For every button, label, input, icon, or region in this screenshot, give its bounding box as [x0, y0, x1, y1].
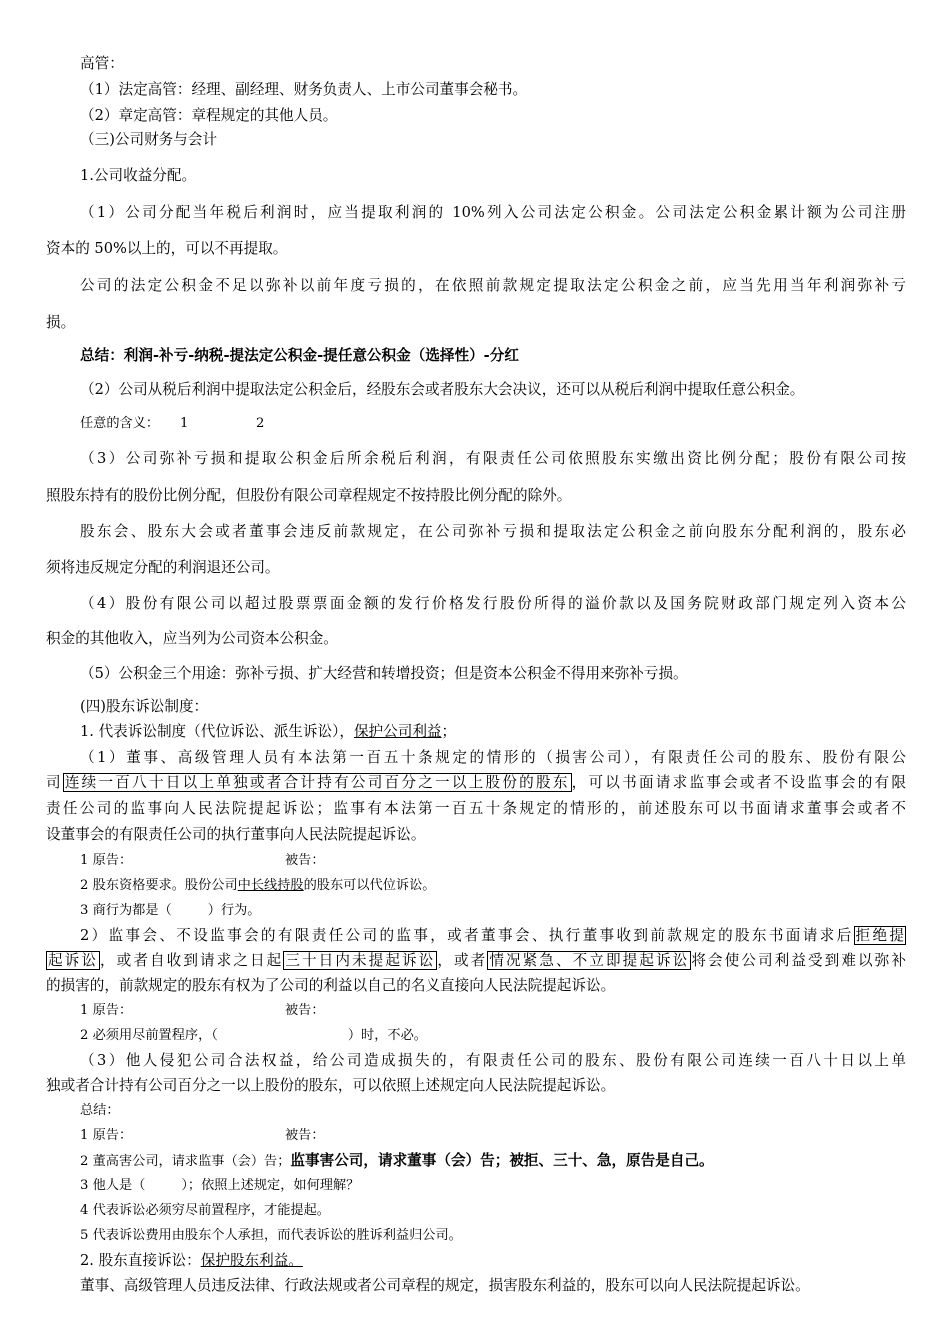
paragraph-line: 设董事会的有限责任公司的执行董事向人民法院提起诉讼。 — [46, 826, 426, 843]
paragraph-text: ）行为。 — [207, 903, 261, 918]
boxed-term: 拒绝提 — [855, 927, 904, 944]
paragraph-text: 2 必须用尽前置程序，（ — [80, 1028, 218, 1043]
summary-heading: 总结： — [80, 1103, 120, 1118]
subsection-title-profit-distribution: 1.公司收益分配。 — [80, 167, 197, 184]
paragraph-line: 资本的 50%以上的，可以不再提取。 — [46, 240, 288, 257]
paragraph-text: 2 股东资格要求。股份公司 — [80, 878, 238, 893]
boxed-term: 三十日内未提起诉讼 — [285, 952, 436, 969]
paragraph-line: （4）股份有限公司以超过股票票面金额的发行价格发行股份所得的溢价款以及国务院财政部门规定列入资本公 — [80, 595, 906, 612]
paragraph-line: （2）公司从税后利润中提取法定公积金后，经股东会或者股东大会决议，还可以从税后利润中提取任意公积金。 — [80, 381, 805, 398]
section-heading-shareholder-litigation: (四)股东诉讼制度： — [80, 698, 209, 715]
paragraph-line: （1）董事、高级管理人员有本法第一百五十条规定的情形的（损害公司），有限责任公司的股东、股份有限公 — [80, 749, 906, 766]
punctuation: ； — [441, 723, 457, 740]
summary-line-mixed-bold — [80, 1151, 714, 1172]
paragraph-text: ，或者自收到请求之日起 — [100, 952, 284, 969]
paragraph-line: 董事、高级管理人员违反法律、行政法规或者公司章程的规定，损害股东利益的，股东可以向人民法院提起诉讼。 — [80, 1277, 810, 1294]
paragraph-text: 2 董高害公司，请求监事（会）告； — [80, 1154, 291, 1169]
plaintiff-label: 1 原告： — [80, 1003, 133, 1018]
discretionary-meaning-label: 任意的含义： — [80, 416, 160, 431]
paragraph-text: 2）监事会、不设监事会的有限责任公司的监事，或者董事会、执行董事收到前款规定的股东书面请求后 — [80, 927, 854, 944]
boxed-term: 连续一百八十日以上单独或者合计持有公司百分之一以上股份的股东 — [64, 774, 570, 791]
paragraph-text: 3 商行为都是（ — [80, 903, 172, 918]
section-heading-finance: （三)公司财务与会计 — [80, 131, 218, 148]
paragraph-line: 公司的法定公积金不足以弥补以前年度亏损的，在依照前款规定提取法定公积金之前，应当先用当年利润弥补亏 — [80, 277, 906, 294]
discretionary-item-1: 1 — [180, 416, 189, 431]
paragraph-text: ，或者 — [437, 952, 488, 969]
charter-executives-line: （2）章定高管：章程规定的其他人员。 — [80, 107, 338, 124]
paragraph-line-with-box — [80, 926, 906, 946]
defendant-label: 被告： — [285, 1128, 325, 1143]
fill-blank-line — [80, 1176, 359, 1196]
paragraph-text: 司 — [46, 774, 63, 791]
derivative-suit-heading-text: 1. 代表诉讼制度（代位诉讼、派生诉讼）， — [80, 723, 354, 740]
paragraph-line: 责任公司的监事向人民法院提起诉讼；监事有本法第一百五十条规定的情形的，前述股东可以书面请求董事会或者不 — [46, 800, 906, 817]
summary-line-bold: 总结：利润-补亏-纳税-提法定公积金-提任意公积金（选择性）-分红 — [80, 347, 519, 364]
fill-blank-line — [80, 1026, 427, 1046]
boxed-term: 起诉讼 — [48, 952, 98, 969]
paragraph-line: 独或者合计持有公司百分之一以上股份的股东，可以依照上述规定向人民法院提起诉讼。 — [46, 1077, 616, 1094]
underlined-term: 保护股东利益。 — [200, 1252, 303, 1269]
paragraph-line: 股东会、股东大会或者董事会违反前款规定，在公司弥补亏损和提取法定公积金之前向股东分配利润的，股东必 — [80, 523, 906, 540]
summary-line: 5 代表诉讼费用由股东个人承担，而代表诉讼的胜诉利益归公司。 — [80, 1228, 462, 1243]
paragraph-text: 的股东可以代位诉讼。 — [303, 878, 436, 893]
paragraph-line: 的损害的，前款规定的股东有权为了公司的利益以自己的名义直接向人民法院提起诉讼。 — [46, 977, 616, 994]
paragraph-line-with-box — [46, 773, 906, 793]
direct-suit-heading-text: 2. 股东直接诉讼： — [80, 1252, 201, 1269]
paragraph-line: 照股东持有的股份比例分配，但股份有限公司章程规定不按持股比例分配的除外。 — [46, 487, 572, 504]
fill-blank-line — [80, 901, 260, 921]
section-heading-executives: 高管： — [80, 55, 124, 72]
paragraph-line: 须将违反规定分配的利润退还公司。 — [46, 559, 280, 576]
paragraph-line: （5）公积金三个用途：弥补亏损、扩大经营和转增投资；但是资本公积金不得用来弥补亏损。 — [80, 665, 688, 682]
bold-text: 监事害公司，请求董事（会）告；被拒、三十、急，原告是自己。 — [290, 1152, 714, 1169]
legal-executives-line: （1）法定高管：经理、副经理、财务负责人、上市公司董事会秘书。 — [80, 81, 528, 98]
boxed-term: 情况紧急、不立即提起诉讼 — [489, 952, 690, 969]
paragraph-text: 将会使公司利益受到难以弥补 — [691, 952, 906, 969]
discretionary-item-2: 2 — [256, 416, 265, 431]
plaintiff-label: 1 原告： — [80, 1128, 133, 1143]
paragraph-line: 积金的其他收入，应当列为公司资本公积金。 — [46, 630, 338, 647]
underlined-term: 中长线持股 — [237, 878, 304, 893]
paragraph-text: ）；依照上述规定，如何理解？ — [181, 1178, 360, 1193]
defendant-label: 被告： — [285, 853, 325, 868]
paragraph-line-with-boxes — [46, 951, 906, 971]
paragraph-line: （1）公司分配当年税后利润时，应当提取利润的 10%列入公司法定公积金。公司法定公积金累计额为公司注册 — [80, 204, 906, 221]
paragraph-line: （3）他人侵犯公司合法权益，给公司造成损失的，有限责任公司的股东、股份有限公司连续一百八十日以上单 — [80, 1052, 906, 1069]
plaintiff-label: 1 原告： — [80, 853, 133, 868]
summary-line: 4 代表诉讼必须穷尽前置程序，才能提起。 — [80, 1203, 330, 1218]
paragraph-text: ，可以书面请求监事会或者不设监事会的有限 — [571, 774, 906, 791]
derivative-suit-heading — [80, 722, 456, 742]
paragraph-line: （3）公司弥补亏损和提取公积金后所余税后利润，有限责任公司依照股东实缴出资比例分配；股份有限公司按 — [80, 450, 906, 467]
defendant-label: 被告： — [285, 1003, 325, 1018]
shareholder-qualification-line — [80, 876, 435, 896]
underlined-term: 保护公司利益 — [353, 723, 442, 740]
direct-suit-heading — [80, 1251, 303, 1271]
paragraph-text: 3 他人是（ — [80, 1178, 146, 1193]
paragraph-text: ）时，不必。 — [347, 1028, 427, 1043]
paragraph-line: 损。 — [46, 314, 76, 331]
